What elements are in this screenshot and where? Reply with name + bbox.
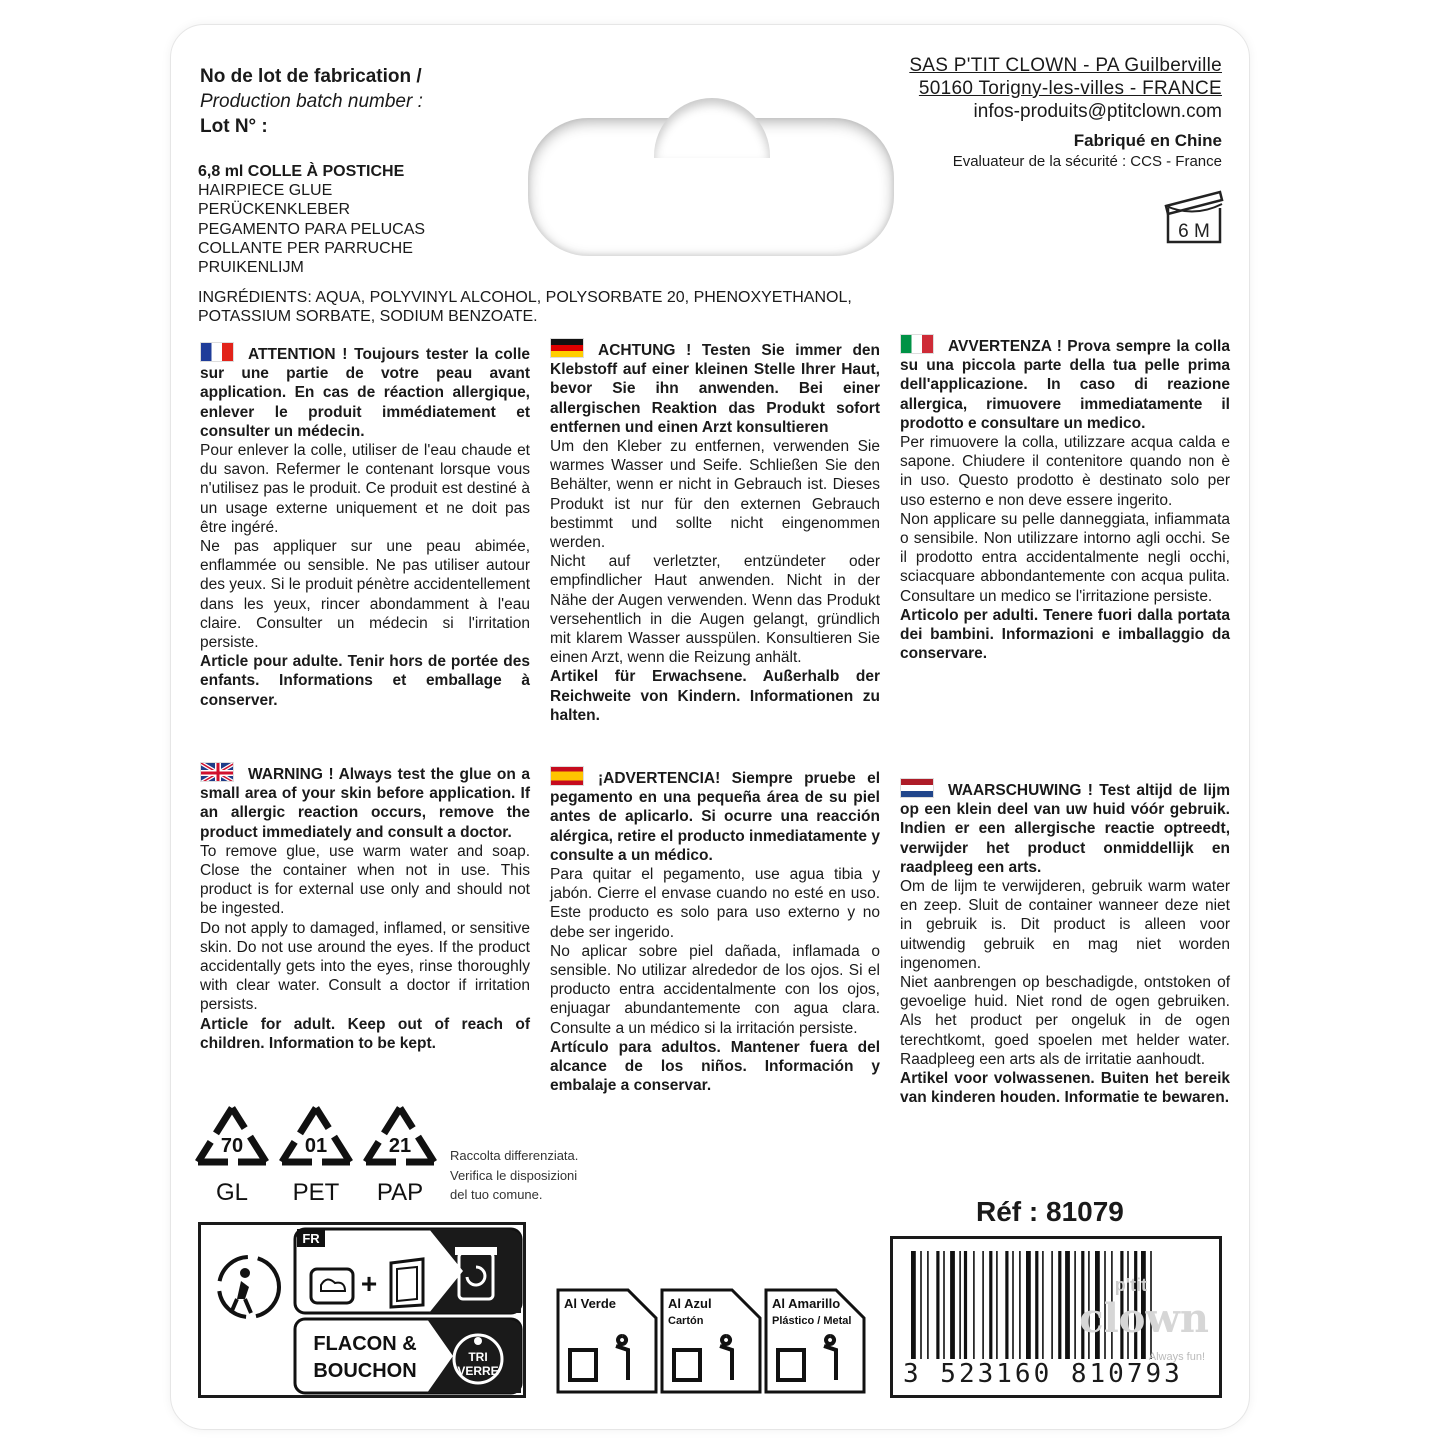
made-in: Fabriqué en Chine — [1073, 131, 1222, 150]
barcode-bar — [964, 1251, 967, 1359]
warning-it-bold: AVVERTENZA ! Prova sempre la colla su una piccola parte della tua pelle prima dell'applicazione. In caso di reazione allergica, rimuovere immediatamente il prodotto e consultare un medico. — [900, 338, 1230, 432]
batch-info — [200, 64, 423, 139]
triman-label-line-1: FLACON & — [313, 1333, 417, 1355]
barcode-bar — [1042, 1251, 1044, 1359]
warning-de-p1: Um den Kleber zu entfernen, verwenden Sie warmes Wasser und Seife. Schließen Sie den Behälter, wenn er nicht in Gebrauch ist. Dieses Produkt ist nur für den externen Gebrauch bestimmt und sollte nicht eingenommen werden. — [550, 438, 880, 552]
spanish-bins — [556, 1288, 866, 1394]
barcode-bar — [1051, 1251, 1053, 1359]
warning-es — [550, 766, 880, 1095]
warning-it-p2: Non applicare su pelle danneggiata, infiammata o sensibile. Non utilizzare intorno agli occhi. Se il prodotto entra accidentalmente negli occhi, sciacquare abbondantemente con acqua pulita. Consultare un medico se l'irritazione persiste. — [900, 510, 1230, 605]
barcode-bar — [950, 1251, 955, 1359]
barcode-bar — [1012, 1251, 1014, 1359]
product-name-it: COLLANTE PER PARRUCHE — [198, 239, 413, 257]
batch-label-en: Production batch number : — [200, 91, 423, 112]
bin-amarillo-sub-label: Plástico / Metal — [772, 1315, 852, 1327]
barcode-bar — [1005, 1251, 1008, 1359]
barcode-bar — [973, 1251, 975, 1359]
barcode-bar — [982, 1251, 984, 1359]
flag-spain-icon — [550, 766, 584, 786]
flag-germany-icon — [550, 338, 584, 358]
recycling-note-line-3: del tuo comune. — [450, 1187, 543, 1202]
barcode-bar — [996, 1251, 998, 1359]
warning-es-p2: No aplicar sobre piel dañada, inflamada o sensible. No utilizar alrededor de los ojos. Si el producto entra accidentalmente con los ojos, enjuagar abundantemente con agua clara. Consulte a un médico si la irritación persiste. — [550, 942, 880, 1037]
product-name-es: PEGAMENTO PARA PELUCAS — [198, 220, 426, 238]
warning-fr-p1: Pour enlever la colle, utiliser de l'eau chaude et du savon. Refermer le contenant lorsque vous n'utilisez pas le produit. Ce produit est destiné à un usage externe uniquement et ne doit pas être ingéré. — [200, 442, 530, 536]
warning-en-end: Article for adult. Keep out of reach of children. Information to be kept. — [200, 1015, 530, 1052]
warning-es-bold: ¡ADVERTENCIA! Siempre pruebe el pegamento en una pequeña área de su piel antes de aplicarlo. Si ocurre una reacción alérgica, retire el producto inmediatamente y consulte a un médico. — [550, 770, 880, 864]
recycling-code-gl-icon — [198, 1108, 266, 1206]
recycling-code-pet-icon — [282, 1108, 350, 1206]
warning-it — [900, 334, 1230, 663]
warning-es-p1: Para quitar el pegamento, use agua tibia y jabón. Cierre el envase cuando no esté en uso. Este producto es solo para uso externo y no debe ser ingerido. — [550, 866, 880, 941]
warning-en-bold: WARNING ! Always test the glue on a small area of your skin before application. If an allergic reaction occurs, remove the product immediately and consult a doctor. — [200, 766, 530, 841]
company-address: 50160 Torigny-les-villes - FRANCE — [918, 78, 1222, 99]
recycling-code-pet-label: PET — [292, 1179, 340, 1206]
warning-it-end: Articolo per adulti. Tenere fuori dalla portata dei bambini. Informazioni e imballaggio da conservare. — [900, 606, 1230, 663]
bin-azul-icon — [662, 1290, 760, 1392]
product-names — [198, 162, 425, 277]
bin-azul-label: Al Azul — [668, 1296, 712, 1311]
warning-nl-end: Artikel voor volwassenen. Buiten het bereik van kinderen houden. Informatie te bewaren. — [900, 1070, 1230, 1107]
barcode-bar — [1035, 1251, 1038, 1359]
barcode-bar — [989, 1251, 992, 1359]
warning-de-bold: ACHTUNG ! Testen Sie immer den Klebstoff auf einer kleinen Stelle Ihrer Haut, bevor Sie ihn anwenden. Bei einer allergischen Reaktion das Produkt sofort entfernen und einen Arzt konsultieren — [550, 342, 880, 436]
barcode-bar — [1058, 1251, 1061, 1359]
warning-nl-bold: WAARSCHUWING ! Test altijd de lijm op een klein deel van uw huid vóór gebruik. Indien er een allergische reactie optreedt, verwijder het product onmiddellijk en raadpleeg een arts. — [900, 782, 1230, 876]
bin-verde-label: Al Verde — [564, 1296, 617, 1311]
product-name: 6,8 ml COLLE À POSTICHE — [198, 163, 405, 180]
tri-label: TRI — [468, 1350, 488, 1364]
product-name-nl: PRUIKENLIJM — [198, 259, 304, 277]
ingredients — [198, 288, 898, 326]
triman-graphic — [201, 1225, 523, 1395]
warning-fr — [200, 342, 530, 710]
triman-icon — [219, 1257, 279, 1317]
triman-sorting-info — [198, 1222, 526, 1398]
barcode-bar — [927, 1251, 929, 1359]
barcode-bar — [1019, 1251, 1021, 1359]
flag-france-icon — [200, 342, 234, 362]
barcode-bar — [959, 1251, 961, 1359]
warning-fr-p2: Ne pas appliquer sur une peau abimée, enflammée ou sensible. Ne pas utiliser autour des yeux. Si le produit pénètre accidentellement dans les yeux, rincer abondamment à l'eau claire. Consulter un médecin si l'irritation persiste. — [200, 538, 531, 652]
barcode-bar — [911, 1251, 916, 1359]
flag-netherlands-icon — [900, 778, 934, 798]
verre-label: VERRE — [457, 1364, 499, 1378]
lot-number-label: Lot N° : — [200, 116, 268, 137]
recycling-note — [450, 1146, 578, 1205]
recycling-code-gl-label: GL — [215, 1179, 249, 1206]
recycling-code-pap-icon — [366, 1108, 434, 1206]
barcode-bar — [943, 1251, 945, 1359]
bin-amarillo-label: Al Amarillo — [772, 1296, 841, 1311]
brand-logo-small: p'tit — [1114, 1275, 1147, 1295]
recycling-code-pet-number: 01 — [304, 1135, 328, 1157]
recycling-code-gl-number: 70 — [220, 1135, 244, 1157]
ingredients-line-2: POTASSIUM SORBATE, SODIUM BENZOATE. — [198, 308, 538, 325]
warning-nl-p1: Om de lijm te verwijderen, gebruik warm water en zeep. Sluit de container wanneer deze niet in gebruik is. Dit product is alleen voor uitwendig gebruik en mag niet worden ingenomen. — [900, 878, 1230, 972]
triman-label-line-2: BOUCHON — [313, 1360, 417, 1382]
warning-fr-bold: ATTENTION ! Toujours tester la colle sur une partie de votre peau avant application. En cas de réaction allergique, enlever le produit immédiatement et consulter un médecin. — [200, 346, 530, 440]
company-info — [909, 54, 1222, 171]
ingredients-line-1: INGRÉDIENTS: AQUA, POLYVINYL ALCOHOL, POLYSORBATE 20, PHENOXYETHANOL, — [198, 289, 852, 306]
barcode — [890, 1236, 1222, 1398]
bin-azul-sub-label: Cartón — [668, 1315, 704, 1327]
warning-de-p2: Nicht auf verletzter, entzündeter oder empfindlicher Haut anwenden. Nicht in der Nähe der Augen verwenden. Wenn das Produkt versehentlich in die Augen gelangt, gründlich mit klarem Wasser ausspülen. Konsultieren Sie einen Arzt, wenn die Reizung anhält. — [550, 553, 880, 667]
safety-evaluator: Evaluateur de la sécurité : CCS - France — [952, 153, 1222, 170]
company-name: SAS P'TIT CLOWN - PA Guilberville — [909, 55, 1222, 76]
recycling-code-pap-label: PAP — [376, 1179, 424, 1206]
flask-icon — [311, 1269, 353, 1303]
warning-de — [550, 338, 880, 725]
product-name-en: HAIRPIECE GLUE — [198, 182, 333, 200]
brand-logo: clown — [1079, 1295, 1209, 1342]
batch-label-fr: No de lot de fabrication / — [200, 66, 422, 87]
recycling-note-line-2: Verifica le disposizioni — [450, 1167, 578, 1183]
brand-tagline: Always fun! — [1148, 1351, 1205, 1363]
cap-icon — [391, 1259, 423, 1307]
barcode-bar — [1065, 1251, 1070, 1359]
recycling-note-line-1: Raccolta differenziata. — [450, 1148, 579, 1163]
plus-icon: + — [360, 1268, 378, 1299]
warning-en-p1: To remove glue, use warm water and soap. Close the container when not in use. This product is for external use only and should not be ingested. — [200, 842, 530, 918]
warning-en-p2: Do not apply to damaged, inflamed, or sensitive skin. Do not use around the eyes. If the product accidentally gets into the eyes, rinse thoroughly with clear water. Consult a doctor if irritation persists. — [200, 919, 530, 1014]
barcode-bar — [936, 1251, 939, 1359]
recycling-code-pap-number: 21 — [388, 1135, 412, 1157]
period-after-opening-icon — [1162, 186, 1226, 246]
reference-number: Réf : 81079 — [976, 1196, 1124, 1227]
warning-nl-p2: Niet aanbrengen op beschadigde, ontstoken of gevoelige huid. Niet rond de ogen gebruiken. Als het product per ongeluk in de ogen terechtkomt, goed spoelen met helder water. Raadpleeg een arts als de irritatie aanhoudt. — [900, 974, 1230, 1068]
flag-uk-icon — [200, 762, 234, 782]
flag-italy-icon — [900, 334, 934, 354]
warning-nl — [900, 778, 1230, 1107]
bin-amarillo-icon — [766, 1290, 864, 1392]
warning-de-end: Artikel für Erwachsene. Außerhalb der Reichweite von Kindern. Informationen zu halten. — [550, 668, 880, 724]
warning-en — [200, 762, 530, 1053]
barcode-bar — [920, 1251, 922, 1359]
pao-label: 6 M — [1178, 221, 1210, 242]
warning-fr-end: Article pour adulte. Tenir hors de portée des enfants. Informations et emballage à conserver. — [200, 653, 530, 709]
barcode-digits: 3 523160 810793 — [903, 1359, 1183, 1389]
product-name-de: PERÜCKENKLEBER — [198, 201, 351, 219]
company-email: infos-produits@ptitclown.com — [973, 101, 1222, 122]
barcode-bar — [1074, 1251, 1076, 1359]
warning-it-p1: Per rimuovere la colla, utilizzare acqua calda e sapone. Chiudere il contenitore quando non è in uso. Questo prodotto è destinato solo per uso esterno e non deve essere ingerito. — [900, 434, 1230, 509]
triman-country-code: FR — [302, 1231, 320, 1246]
bin-verde-icon — [558, 1290, 656, 1392]
barcode-bar — [1026, 1251, 1031, 1359]
warning-es-end: Artículo para adultos. Mantener fuera del alcance de los niños. Información y embalaje a conservar. — [550, 1038, 880, 1095]
